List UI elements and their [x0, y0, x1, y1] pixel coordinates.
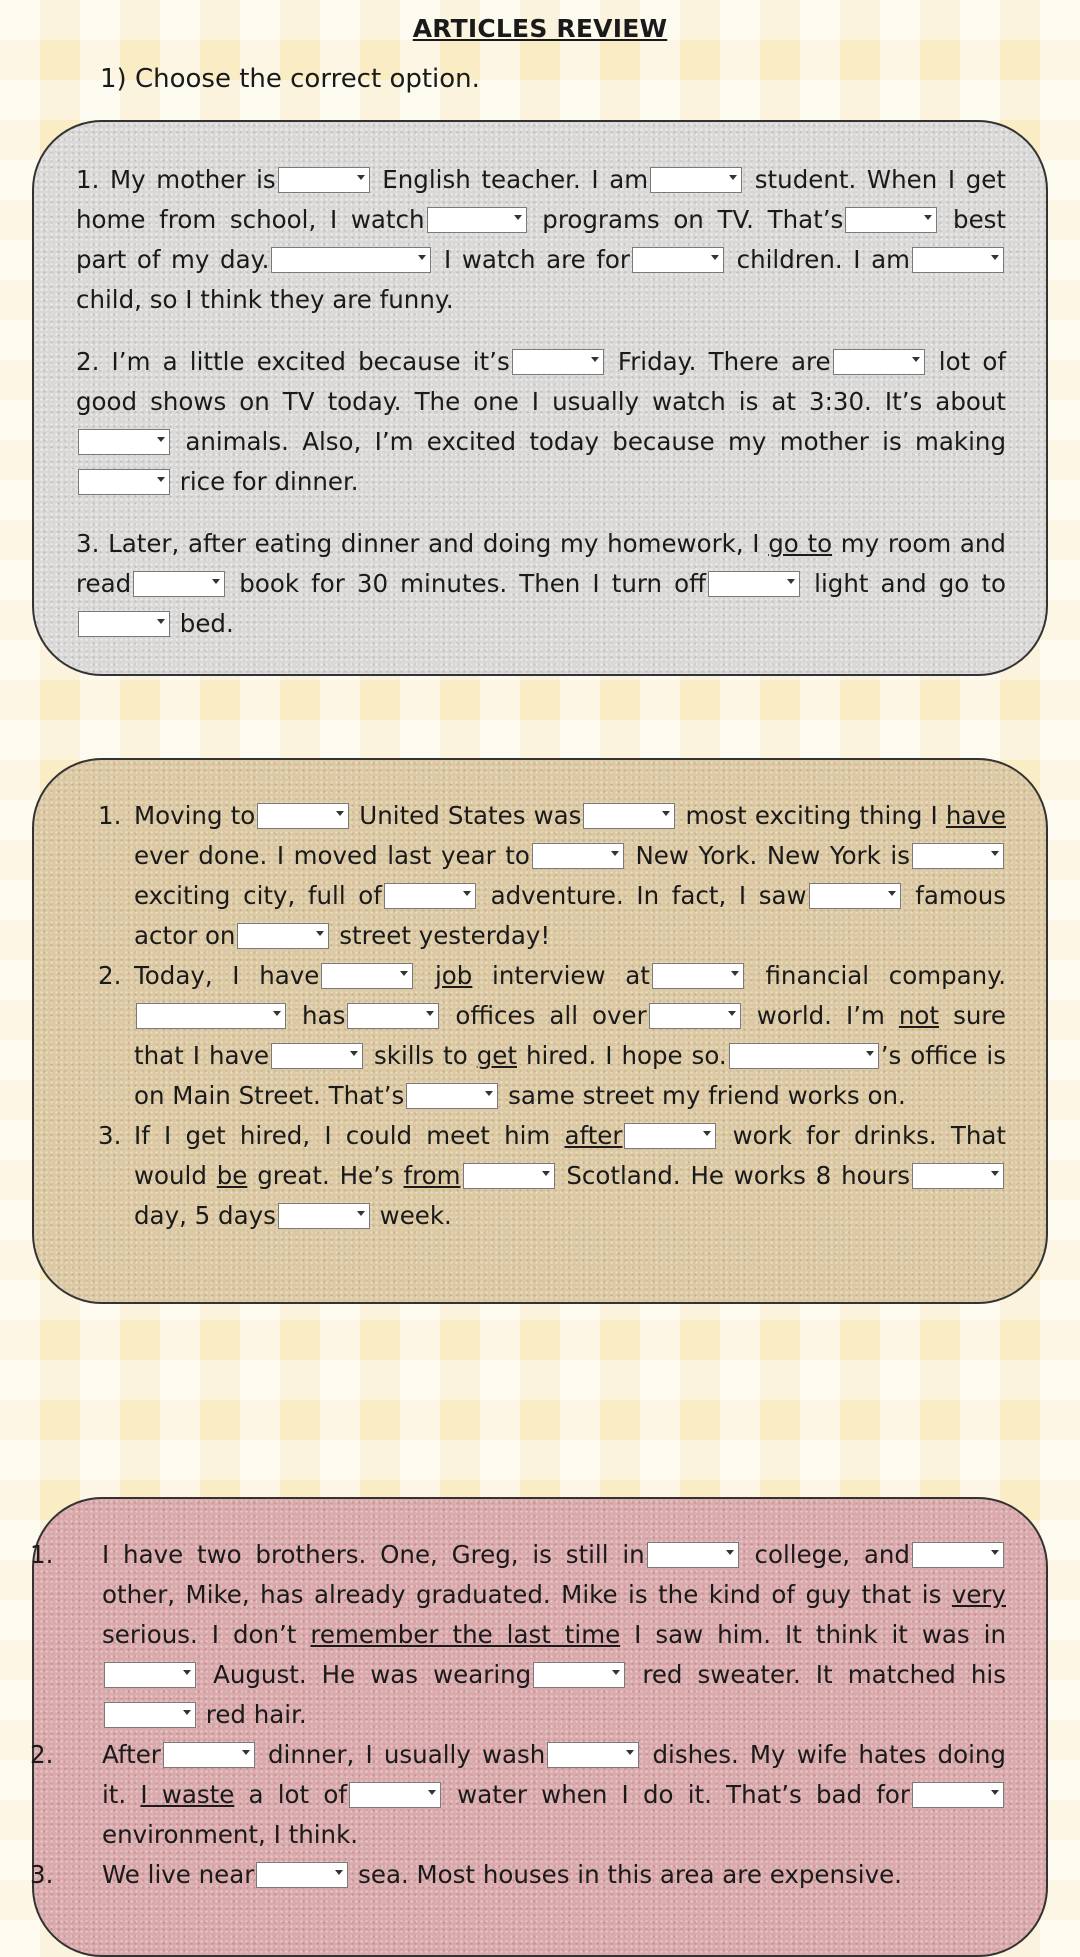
answer-dropdown[interactable] — [271, 1043, 363, 1069]
page-title: ARTICLES REVIEW — [412, 14, 668, 43]
text: other, Mike, has already graduated. Mike is the kind of guy that is — [102, 1580, 942, 1609]
text: ever done. I moved last year to — [134, 841, 530, 870]
section-1-panel — [32, 120, 1048, 676]
text: great. He’s — [257, 1161, 394, 1190]
text: student. When I get home from school, I watch — [76, 165, 1006, 234]
answer-dropdown[interactable] — [406, 1083, 498, 1109]
text: environment, I think. — [102, 1820, 359, 1849]
answer-dropdown[interactable] — [845, 207, 937, 233]
text: my room and read — [76, 529, 1006, 598]
text: hired. I hope so. — [525, 1041, 727, 1070]
underlined-text: not — [898, 1001, 940, 1030]
text: I watch are for — [444, 245, 630, 274]
underlined-text: after — [564, 1121, 623, 1150]
text: 3. Later, after eating dinner and doing my homework, I — [76, 529, 760, 558]
text: rice for dinner. — [179, 467, 359, 496]
text: most exciting thing I — [685, 801, 938, 830]
answer-dropdown[interactable] — [384, 883, 476, 909]
answer-dropdown[interactable] — [912, 1542, 1004, 1568]
answer-dropdown[interactable] — [647, 1542, 739, 1568]
text: bed. — [179, 609, 234, 638]
answer-dropdown[interactable] — [278, 1203, 370, 1229]
text: English teacher. I am — [382, 165, 649, 194]
text: After — [102, 1740, 161, 1769]
answer-dropdown[interactable] — [256, 1862, 348, 1888]
text: I saw him. It think it was in — [634, 1620, 1006, 1649]
text: adventure. In fact, I saw — [490, 881, 807, 910]
text: world. I’m — [756, 1001, 885, 1030]
text: offices all over — [455, 1001, 647, 1030]
text: day, 5 days — [134, 1201, 276, 1230]
s2-item-3 — [98, 1116, 1006, 1236]
s2-item-1 — [98, 796, 1006, 956]
answer-dropdown[interactable] — [912, 843, 1004, 869]
text: dishes. My wife hates doing it. — [102, 1740, 1006, 1809]
text: dinner, I usually wash — [268, 1740, 546, 1769]
text: children. I am — [736, 245, 910, 274]
underlined-text: I waste — [140, 1780, 235, 1809]
text: skills to — [374, 1041, 468, 1070]
answer-dropdown[interactable] — [533, 1662, 625, 1688]
answer-dropdown[interactable] — [104, 1662, 196, 1688]
s3-item-1 — [30, 1535, 1006, 1735]
text: serious. I don’t — [102, 1620, 297, 1649]
text: street yesterday! — [339, 921, 551, 950]
text: water when I do it. That’s bad for — [457, 1780, 910, 1809]
text: Today, I have — [134, 961, 320, 990]
text: sure that I have — [134, 1001, 1006, 1070]
answer-dropdown[interactable] — [649, 1003, 741, 1029]
s3-item-3 — [30, 1855, 1006, 1895]
answer-dropdown[interactable] — [78, 611, 170, 637]
answer-dropdown[interactable] — [912, 1163, 1004, 1189]
text: financial company. — [765, 961, 1006, 990]
text: light and go to — [814, 569, 1006, 598]
s1-paragraph-3 — [76, 524, 1006, 644]
underlined-text: remember the last time — [310, 1620, 621, 1649]
answer-dropdown[interactable] — [278, 167, 370, 193]
answer-dropdown[interactable] — [104, 1702, 196, 1728]
text: sea. Most houses in this area are expensive. — [358, 1860, 902, 1889]
text: August. He was wearing — [213, 1660, 532, 1689]
text: interview at — [492, 961, 650, 990]
text: college, and — [754, 1540, 910, 1569]
answer-dropdown[interactable] — [809, 883, 901, 909]
instruction: 1) Choose the correct option. — [100, 64, 480, 94]
answer-dropdown[interactable] — [257, 803, 349, 829]
item-number: 2. — [98, 961, 122, 990]
answer-dropdown[interactable] — [427, 207, 527, 233]
item-number: 3. — [98, 1121, 122, 1150]
answer-dropdown[interactable] — [78, 429, 170, 455]
text: animals. Also, I’m excited today because my mother is making — [185, 427, 1006, 456]
text: Moving to — [134, 801, 256, 830]
text: New York. New York is — [635, 841, 910, 870]
answer-dropdown[interactable] — [349, 1782, 441, 1808]
answer-dropdown[interactable] — [347, 1003, 439, 1029]
item-number: 1. — [30, 1540, 54, 1569]
text: has — [302, 1001, 346, 1030]
answer-dropdown[interactable] — [708, 571, 800, 597]
answer-dropdown[interactable] — [650, 167, 742, 193]
text: child, so I think they are funny. — [76, 285, 454, 314]
answer-dropdown[interactable] — [583, 803, 675, 829]
underlined-text: have — [945, 801, 1006, 830]
s1-paragraph-2 — [76, 342, 1006, 502]
answer-dropdown[interactable] — [652, 963, 744, 989]
answer-dropdown[interactable] — [833, 349, 925, 375]
underlined-text: very — [951, 1580, 1006, 1609]
answer-dropdown[interactable] — [136, 1003, 286, 1029]
text: We live near — [102, 1860, 255, 1889]
text: lot of good shows on TV today. The one I usually watch is at 3:30. It’s about — [76, 347, 1006, 416]
answer-dropdown[interactable] — [624, 1123, 716, 1149]
underlined-text: from — [403, 1161, 461, 1190]
text: If I get hired, I could meet him — [134, 1121, 551, 1150]
text: book for 30 minutes. Then I turn off — [239, 569, 707, 598]
text: a lot of — [248, 1780, 347, 1809]
answer-dropdown[interactable] — [532, 843, 624, 869]
underlined-text: be — [216, 1161, 248, 1190]
answer-dropdown[interactable] — [912, 1782, 1004, 1808]
answer-dropdown[interactable] — [163, 1742, 255, 1768]
item-number: 3. — [30, 1860, 54, 1889]
text: programs on TV. That’s — [542, 205, 844, 234]
text: red hair. — [205, 1700, 307, 1729]
answer-dropdown[interactable] — [729, 1043, 879, 1069]
answer-dropdown[interactable] — [547, 1742, 639, 1768]
item-number: 2. — [30, 1740, 54, 1769]
text: Friday. There are — [617, 347, 831, 376]
text: week. — [379, 1201, 452, 1230]
answer-dropdown[interactable] — [912, 247, 1004, 273]
s2-item-2 — [98, 956, 1006, 1116]
answer-dropdown[interactable] — [632, 247, 724, 273]
text: I have two brothers. One, Greg, is still in — [102, 1540, 645, 1569]
answer-dropdown[interactable] — [237, 923, 329, 949]
item-number: 1. — [98, 801, 122, 830]
answer-dropdown[interactable] — [78, 469, 170, 495]
answer-dropdown[interactable] — [512, 349, 604, 375]
underlined-text: get — [476, 1041, 517, 1070]
text: United States was — [359, 801, 582, 830]
answer-dropdown[interactable] — [271, 247, 431, 273]
s3-item-2 — [30, 1735, 1006, 1855]
text: same street my friend works on. — [508, 1081, 906, 1110]
s1-paragraph-1 — [76, 160, 1006, 320]
answer-dropdown[interactable] — [463, 1163, 555, 1189]
section-2-panel — [32, 758, 1048, 1304]
answer-dropdown[interactable] — [321, 963, 413, 989]
text: Scotland. He works 8 hours — [566, 1161, 910, 1190]
text: work for drinks. That would — [134, 1121, 1006, 1190]
text: red sweater. It matched his — [642, 1660, 1006, 1689]
underlined-text: job — [435, 961, 473, 990]
text: 1. My mother is — [76, 165, 276, 194]
text: 2. I’m a little excited because it’s — [76, 347, 510, 376]
text: famous actor on — [134, 881, 1006, 950]
text: best part of my day. — [76, 205, 1007, 274]
answer-dropdown[interactable] — [133, 571, 225, 597]
underlined-text: go to — [768, 529, 833, 558]
text: ’s office is on Main Street. That’s — [134, 1041, 1006, 1110]
text: exciting city, full of — [134, 881, 382, 910]
section-3-panel — [32, 1497, 1048, 1957]
